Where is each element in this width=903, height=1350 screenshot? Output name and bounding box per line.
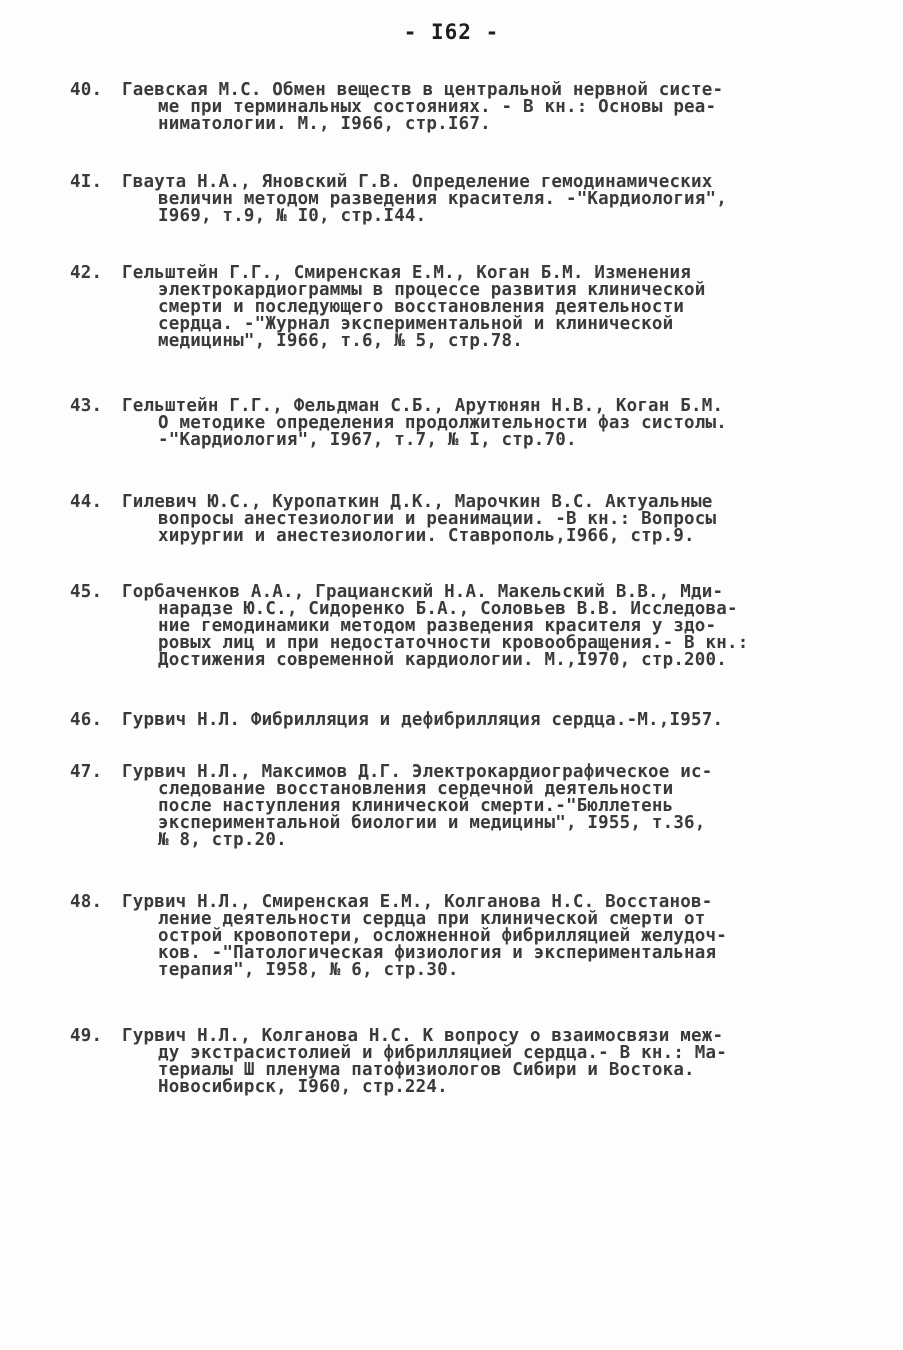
- entry-text-line: смерти и последующего восстановления деятельности: [158, 297, 685, 317]
- entry-text-line: нарадзе Ю.С., Сидоренко Б.А., Соловьев В.В. Исследова-: [158, 599, 738, 619]
- entry-text-line: ние гемодинамики методом разведения красителя у здо-: [158, 616, 717, 636]
- entry-text-line: Гаевская М.С. Обмен веществ в центральной нервной систе-: [122, 80, 724, 100]
- entry-text-line: Новосибирск, I960, стр.224.: [158, 1077, 448, 1097]
- entry-number: 46.: [70, 710, 103, 730]
- entry-text-line: экспериментальной биологии и медицины", I955, т.36,: [158, 813, 706, 833]
- entry-number: 45.: [70, 582, 103, 602]
- bibliography-entry: [70, 584, 892, 669]
- entry-text-line: вопросы анестезиологии и реанимации. -В кн.: Вопросы: [158, 509, 717, 529]
- bibliography-entry: [70, 764, 892, 849]
- entry-text-line: Гилевич Ю.С., Куропаткин Д.К., Марочкин В.С. Актуальные: [122, 492, 713, 512]
- entry-text-line: ду экстрасистолией и фибрилляцией сердца.- В кн.: Ма-: [158, 1043, 728, 1063]
- entry-number: 40.: [70, 80, 103, 100]
- entry-text-line: терапия", I958, № 6, стр.30.: [158, 960, 459, 980]
- entry-text-line: Гурвич Н.Л., Колганова Н.С. К вопросу о взаимосвязи меж-: [122, 1026, 724, 1046]
- entry-text-line: следование восстановления сердечной деятельности: [158, 779, 674, 799]
- entry-text-line: териалы Ш пленума патофизиологов Сибири и Востока.: [158, 1060, 695, 1080]
- bibliography-entry: [70, 494, 892, 545]
- entry-text-line: Гваута Н.А., Яновский Г.В. Определение гемодинамических: [122, 172, 713, 192]
- entry-number: 43.: [70, 396, 103, 416]
- entry-text-line: ление деятельности сердца при клинической смерти от: [158, 909, 706, 929]
- entry-number: 47.: [70, 762, 103, 782]
- entry-number: 48.: [70, 892, 103, 912]
- entry-text-line: острой кровопотери, осложненной фибрилляцией желудоч-: [158, 926, 728, 946]
- bibliography-entry: [70, 82, 892, 133]
- bibliography-entry: [70, 712, 892, 729]
- entry-text-line: Гельштейн Г.Г., Смиренская Е.М., Коган Б.М. Изменения: [122, 263, 692, 283]
- entry-text-line: Гельштейн Г.Г., Фельдман С.Б., Арутюнян Н.В., Коган Б.М.: [122, 396, 724, 416]
- entry-text-line: ков. -"Патологическая физиология и экспериментальная: [158, 943, 717, 963]
- entry-text-line: медицины", I966, т.6, № 5, стр.78.: [158, 331, 524, 351]
- entry-text-line: О методике определения продолжительности фаз систолы.: [158, 413, 728, 433]
- entry-text-line: Гурвич Н.Л., Максимов Д.Г. Электрокардиографическое ис-: [122, 762, 713, 782]
- entry-number: 44.: [70, 492, 103, 512]
- entry-text-line: после наступления клинической смерти.-"Бюллетень: [158, 796, 674, 816]
- entry-text-line: Гурвич Н.Л., Смиренская Е.М., Колганова Н.С. Восстанов-: [122, 892, 713, 912]
- entry-text-line: ниматологии. М., I966, стр.I67.: [158, 114, 491, 134]
- entry-text-line: ровых лиц и при недостаточности кровообращения.- В кн.:: [158, 633, 749, 653]
- entry-text-line: -"Кардиология", I967, т.7, № I, стр.70.: [158, 430, 577, 450]
- entry-text-line: сердца. -"Журнал экспериментальной и клинической: [158, 314, 674, 334]
- entry-text-line: № 8, стр.20.: [158, 830, 287, 850]
- entry-text-line: величин методом разведения красителя. -"Кардиология",: [158, 189, 728, 209]
- entry-number: 49.: [70, 1026, 103, 1046]
- bibliography-entry: [70, 894, 892, 979]
- entry-text-line: электрокардиограммы в процессе развития клинической: [158, 280, 706, 300]
- bibliography-entry: [70, 398, 892, 449]
- entry-text-line: Достижения современной кардиологии. М.,I970, стр.200.: [158, 650, 728, 670]
- entry-number: 42.: [70, 263, 103, 283]
- entry-text-line: I969, т.9, № I0, стр.I44.: [158, 206, 427, 226]
- bibliography-entry: [70, 174, 892, 225]
- entry-text-line: ме при терминальных состояниях. - В кн.: Основы реа-: [158, 97, 717, 117]
- bibliography-entry: [70, 265, 892, 350]
- entry-text-line: Горбаченков А.А., Грацианский Н.А. Макельский В.В., Мди-: [122, 582, 724, 602]
- page-number: - I62 -: [403, 20, 500, 44]
- entry-text-line: хирургии и анестезиологии. Ставрополь,I966, стр.9.: [158, 526, 695, 546]
- entry-number: 4I.: [70, 172, 103, 192]
- entry-text-line: Гурвич Н.Л. Фибрилляция и дефибрилляция сердца.-М.,I957.: [122, 710, 724, 730]
- bibliography-entry: [70, 1028, 892, 1096]
